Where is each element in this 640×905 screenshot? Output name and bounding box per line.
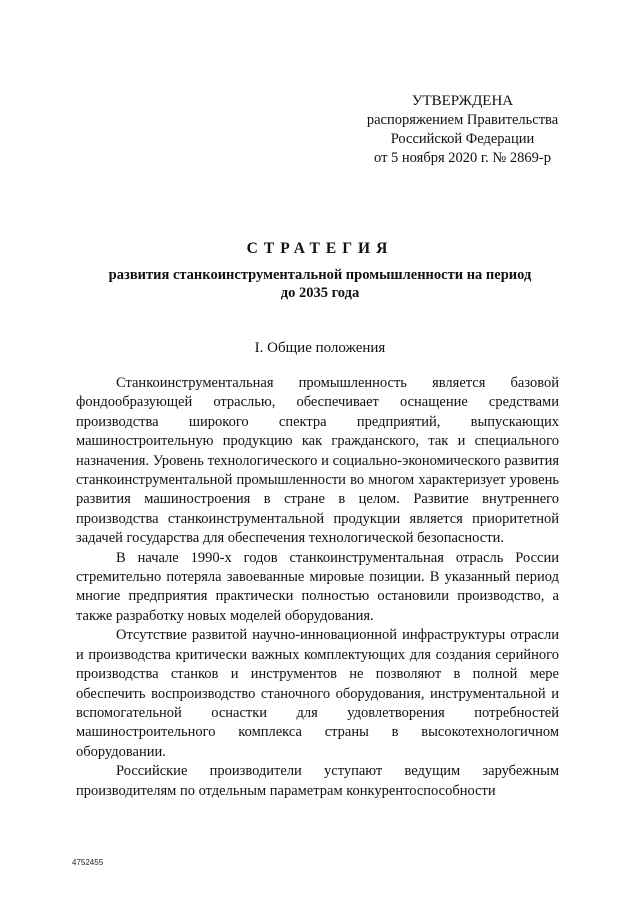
paragraph-3: Отсутствие развитой научно-инновационной инфраструктуры отрасли и производства критически важных комплектующих для создания серийного производства станков и инструментов не позволяют в полной мере обеспечить воспроизводство станочного оборудования, инструментальной и вспомогательной оснастки для удовлетворения потребностей машиностроительного комплекса страны в высокотехнологичном оборудовании. xyxy=(76,627,559,760)
approval-block xyxy=(340,92,585,168)
subtitle-line-1: развития станкоинструментальной промышленности на период xyxy=(108,267,532,283)
approval-line-date: от 5 ноября 2020 г. № 2869-р xyxy=(374,150,551,166)
paragraph-2: В начале 1990-х годов станкоинструментальная отрасль России стремительно потеряла завоеванные мировые позиции. В указанный период многие предприятия практически полностью остановили производство, а также разработку новых моделей оборудования. xyxy=(76,549,559,624)
approval-line-order: распоряжением Правительства xyxy=(366,112,559,128)
document-title: СТРАТЕГИЯ xyxy=(246,240,394,257)
document-body xyxy=(76,374,559,801)
paragraph-4: Российские производители уступают ведущим зарубежным производителям по отдельным параметрам конкурентоспособности xyxy=(76,763,559,799)
approval-heading: УТВЕРЖДЕНА xyxy=(411,93,514,109)
section-heading: I. Общие положения xyxy=(254,340,386,356)
approval-line-government: Российской Федерации xyxy=(390,131,535,147)
subtitle-line-2: до 2035 года xyxy=(280,285,360,301)
document-id: 4752455 xyxy=(72,858,104,867)
document-subtitle xyxy=(70,266,570,302)
paragraph-1: Станкоинструментальная промышленность является базовой фондообразующей отраслью, обеспечивает оснащение средствами производства широкого спектра предприятий, выпускающих машиностроительную продукцию как гражданского, так и специального назначения. Уровень технологического и социально-экономического развития станкоинструментальной промышленности во многом характеризует уровень развития машиностроения в стране в целом. Развитие внутреннего производства станкоинструментальной продукции является приоритетной задачей государства для обеспечения технологической безопасности. xyxy=(76,375,559,547)
